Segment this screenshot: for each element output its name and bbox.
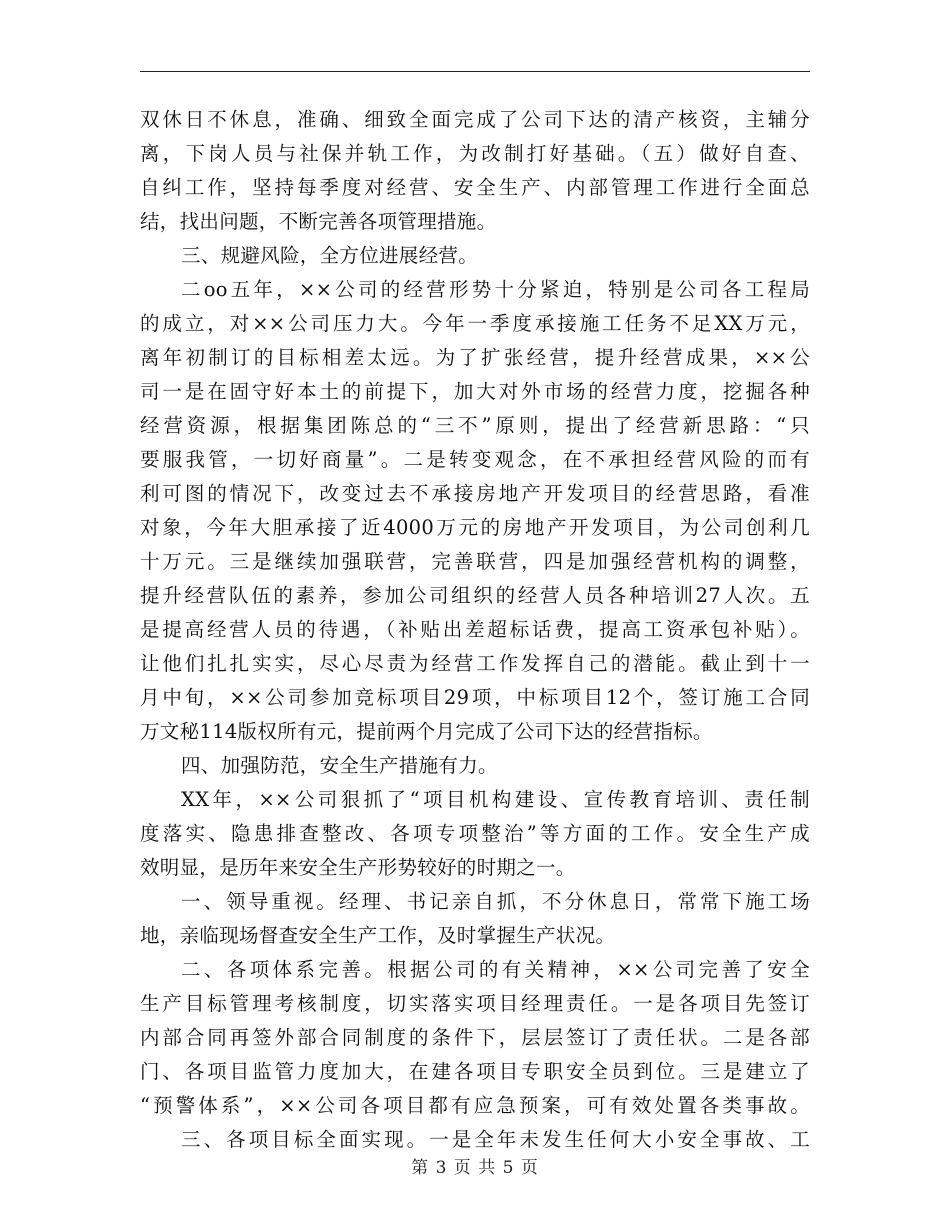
text-line: 门、各项目监管力度加大，在建各项目专职安全员到位。三是建立了 xyxy=(140,1060,810,1083)
text-line: 一、领导重视。经理、书记亲自抓，不分休息日，常常下施工场 xyxy=(181,890,810,913)
text-line: 自纠工作，坚持每季度对经营、安全生产、内部管理工作进行全面总 xyxy=(140,176,810,199)
text-line: 二oo五年，××公司的经营形势十分紧迫，特别是公司各工程局 xyxy=(181,278,810,301)
text-line: 提升经营队伍的素养，参加公司组织的经营人员各种培训27人次。五 xyxy=(140,584,810,607)
text-line: 生产目标管理考核制度，切实落实项目经理责任。一是各项目先签订 xyxy=(140,992,810,1015)
document-body xyxy=(140,103,810,1157)
text-line: 效明显，是历年来安全生产形势较好的时期之一。 xyxy=(140,856,576,879)
text-line: 二、各项体系完善。根据公司的有关精神，××公司完善了安全 xyxy=(181,958,810,981)
text-line: 十万元。三是继续加强联营，完善联营，四是加强经营机构的调整， xyxy=(140,550,810,573)
text-line: 是提高经营人员的待遇，（补贴出差超标话费，提高工资承包补贴）。 xyxy=(140,618,810,641)
text-line: 让他们扎扎实实，尽心尽责为经营工作发挥自己的潜能。截止到十一 xyxy=(140,652,810,675)
text-line: 利可图的情况下，改变过去不承接房地产开发项目的经营思路，看准 xyxy=(140,482,810,505)
header-rule xyxy=(140,71,810,72)
text-line: 度落实、隐患排查整改、各项专项整治”等方面的工作。安全生产成 xyxy=(140,822,810,845)
text-line: 月中旬，××公司参加竞标项目29项，中标项目12个，签订施工合同 xyxy=(140,686,810,709)
page-footer: 第 3 页 共 5 页 xyxy=(411,1158,539,1178)
text-line: 对象，今年大胆承接了近4000万元的房地产开发项目，为公司创利几 xyxy=(140,516,810,539)
text-line: 地，亲临现场督查安全生产工作，及时掌握生产状况。 xyxy=(140,924,616,947)
text-line: 双休日不休息，准确、细致全面完成了公司下达的清产核资，主辅分 xyxy=(140,108,810,131)
text-line: 结，找出问题，不断完善各项管理措施。 xyxy=(140,210,497,233)
text-line: 要服我管，一切好商量”。二是转变观念，在不承担经营风险的而有 xyxy=(140,448,810,471)
text-line: 三、规避风险，全方位进展经营。 xyxy=(181,244,479,267)
text-line: 万文秘114版权所有元，提前两个月完成了公司下达的经营指标。 xyxy=(140,720,713,743)
text-line: 离，下岗人员与社保并轨工作，为改制打好基础。（五）做好自查、 xyxy=(140,142,810,165)
text-line: 三、各项目标全面实现。一是全年未发生任何大小安全事故、工 xyxy=(181,1128,810,1151)
text-line: 的成立，对××公司压力大。今年一季度承接施工任务不足XX万元， xyxy=(140,312,810,335)
text-line: “预警体系”，××公司各项目都有应急预案，可有效处置各类事故。 xyxy=(140,1094,810,1117)
text-line: 四、加强防范，安全生产措施有力。 xyxy=(181,754,498,777)
text-line: 离年初制订的目标相差太远。为了扩张经营，提升经营成果，××公 xyxy=(140,346,810,369)
text-line: 内部合同再签外部合同制度的条件下，层层签订了责任状。二是各部 xyxy=(140,1026,810,1049)
text-line: 经营资源，根据集团陈总的“三不”原则，提出了经营新思路：“只 xyxy=(140,414,810,437)
text-line: XX年，××公司狠抓了“项目机构建设、宣传教育培训、责任制 xyxy=(181,788,810,811)
text-line: 司一是在固守好本土的前提下，加大对外市场的经营力度，挖掘各种 xyxy=(140,380,810,403)
